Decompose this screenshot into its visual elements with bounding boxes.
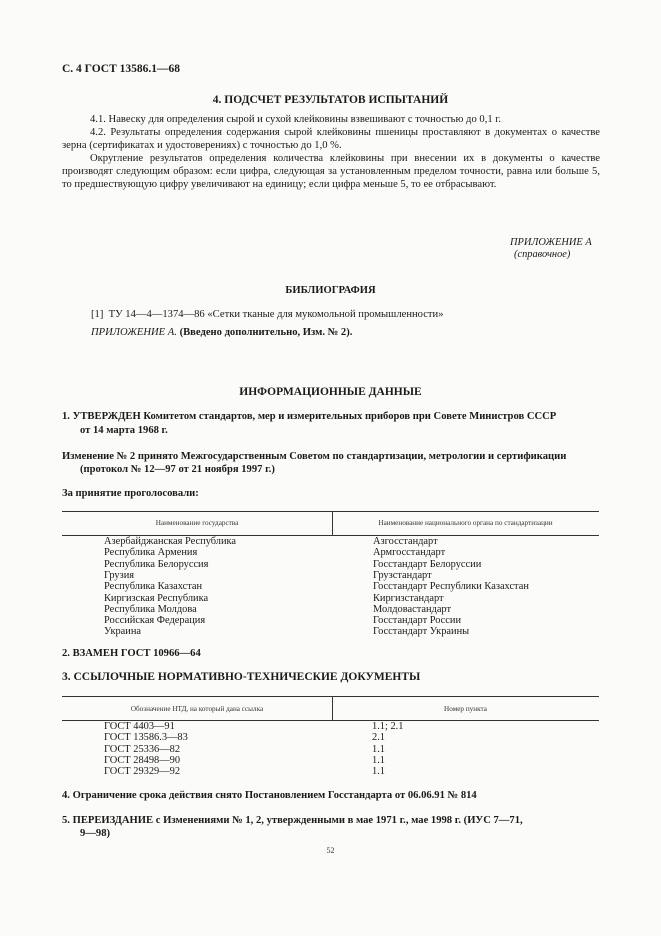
ntd-table-row-col2: 1.1; 2.1 bbox=[372, 721, 404, 732]
states-table-row-col2: Молдовастандарт bbox=[373, 603, 452, 615]
ntd-table-row-col2: 1.1 bbox=[372, 754, 385, 766]
states-table-row-col1: Украина bbox=[104, 626, 142, 638]
info-item-4: 4. Ограничение срока действия снято Постановлением Госстандарта от 06.06.91 № 814 bbox=[62, 790, 477, 801]
reference-text: ТУ 14—4—1374—86 «Сетки тканые для мукомольной промышленности» bbox=[108, 309, 444, 320]
voted-label: За принятие проголосовали: bbox=[62, 488, 199, 499]
info-item-5-line2: 9—98) bbox=[80, 828, 111, 839]
ntd-table-col-doc: Обозначение НТД, на который дана ссылка bbox=[130, 705, 264, 713]
section-4-title: 4. ПОДСЧЕТ РЕЗУЛЬТАТОВ ИСПЫТАНИЙ bbox=[212, 94, 449, 106]
bibliography-title: БИБЛИОГРАФИЯ bbox=[285, 285, 376, 296]
appendix-note bbox=[91, 326, 352, 339]
info-item-1-line1: 1. УТВЕРЖДЕН Комитетом стандартов, мер и измерительных приборов при Совете Министров СССР bbox=[62, 411, 557, 422]
paragraph-rounding: Округление результатов определения количества клейковины при внесении их в документы о качестве производят следующим образом: если цифра, следующая за установленным пределом точности, равна или больше 5, то предшествующую цифру увеличивают на единицу; если цифра меньше 5, то ее отбрасывают. bbox=[62, 153, 600, 190]
states-table-row-col1: Российская Федерация bbox=[104, 615, 206, 627]
states-table-col-body: Наименование национального органа по стандартизации bbox=[378, 519, 553, 527]
states-table-row-col2: Грузстандарт bbox=[373, 569, 432, 581]
states-table-row-col1: Грузия bbox=[104, 569, 135, 581]
bibliography-entry bbox=[91, 308, 444, 321]
appendix-type: (справочное) bbox=[514, 249, 571, 260]
ntd-table-col-clause: Номер пункта bbox=[444, 705, 487, 713]
ntd-table-row-col2: 1.1 bbox=[372, 766, 385, 778]
paragraph-4-2: 4.2. Результаты определения содержания сырой клейковины пшеницы проставляют в документах о качестве зерна (сертификатах и удостоверениях) с точностью до 1,0 %. bbox=[62, 127, 600, 151]
page-header: С. 4 ГОСТ 13586.1—68 bbox=[62, 63, 181, 75]
states-table-row-col1: Азербайджанская Республика bbox=[104, 536, 237, 547]
states-table-row-col1: Республика Молдова bbox=[104, 603, 197, 615]
states-table-row-col2: Госстандарт Белоруссии bbox=[373, 558, 482, 570]
appendix-note-text: (Введено дополнительно, Изм. № 2). bbox=[179, 327, 353, 338]
info-item-1-line2: от 14 марта 1968 г. bbox=[80, 425, 168, 436]
states-table-row-col2: Госстандарт Республики Казахстан bbox=[373, 581, 529, 593]
states-table-row-col2: Госстандарт России bbox=[373, 615, 462, 627]
states-table-row-col2: Киргизстандарт bbox=[373, 592, 444, 604]
info-title: ИНФОРМАЦИОННЫЕ ДАННЫЕ bbox=[239, 386, 422, 398]
info-item-2: 2. ВЗАМЕН ГОСТ 10966—64 bbox=[62, 648, 201, 659]
states-table-row-col1: Республика Белоруссия bbox=[104, 558, 209, 570]
states-table-row-col2: Армгосстандарт bbox=[373, 547, 446, 559]
ntd-table-row-col1: ГОСТ 13586.3—83 bbox=[104, 732, 188, 744]
states-table-row-col1: Киргизская Республика bbox=[104, 592, 209, 604]
ntd-table-row-col2: 1.1 bbox=[372, 743, 385, 755]
states-table-col-state: Наименование государства bbox=[155, 519, 239, 527]
reference-number: [1] bbox=[91, 309, 104, 320]
ntd-table-row-col1: ГОСТ 28498—90 bbox=[104, 754, 181, 766]
appendix-note-label: ПРИЛОЖЕНИЕ А. bbox=[91, 327, 177, 338]
states-table-row-col2: Госстандарт Украины bbox=[373, 626, 470, 638]
ntd-table-row-col1: ГОСТ 29329—92 bbox=[104, 766, 181, 778]
page-number: 52 bbox=[326, 846, 335, 855]
info-item-5-line1: 5. ПЕРЕИЗДАНИЕ с Изменениями № 1, 2, утвержденными в мае 1971 г., мае 1998 г. (ИУС 7—71, bbox=[62, 815, 523, 826]
change-2-line1: Изменение № 2 принято Межгосударственным Советом по стандартизации, метрологии и сертификации bbox=[62, 451, 567, 462]
states-table-top-rule bbox=[62, 511, 599, 512]
info-item-3: 3. ССЫЛОЧНЫЕ НОРМАТИВНО-ТЕХНИЧЕСКИЕ ДОКУМЕНТЫ bbox=[62, 671, 421, 683]
ntd-table-row-col2: 2.1 bbox=[372, 732, 385, 744]
paragraph-4-1: 4.1. Навеску для определения сырой и сухой клейковины взвешивают с точностью до 0,1 г. bbox=[90, 114, 502, 125]
states-table-row-col2: Азгосстандарт bbox=[373, 536, 438, 547]
states-table-row-col1: Республика Армения bbox=[104, 547, 198, 559]
ntd-table-row-col1: ГОСТ 4403—91 bbox=[104, 721, 175, 732]
ntd-table-top-rule bbox=[62, 696, 599, 697]
change-2-line2: (протокол № 12—97 от 21 ноября 1997 г.) bbox=[80, 464, 275, 475]
states-table-row-col1: Республика Казахстан bbox=[104, 581, 203, 593]
ntd-table-row-col1: ГОСТ 25336—82 bbox=[104, 743, 181, 755]
appendix-label: ПРИЛОЖЕНИЕ А bbox=[510, 237, 592, 248]
